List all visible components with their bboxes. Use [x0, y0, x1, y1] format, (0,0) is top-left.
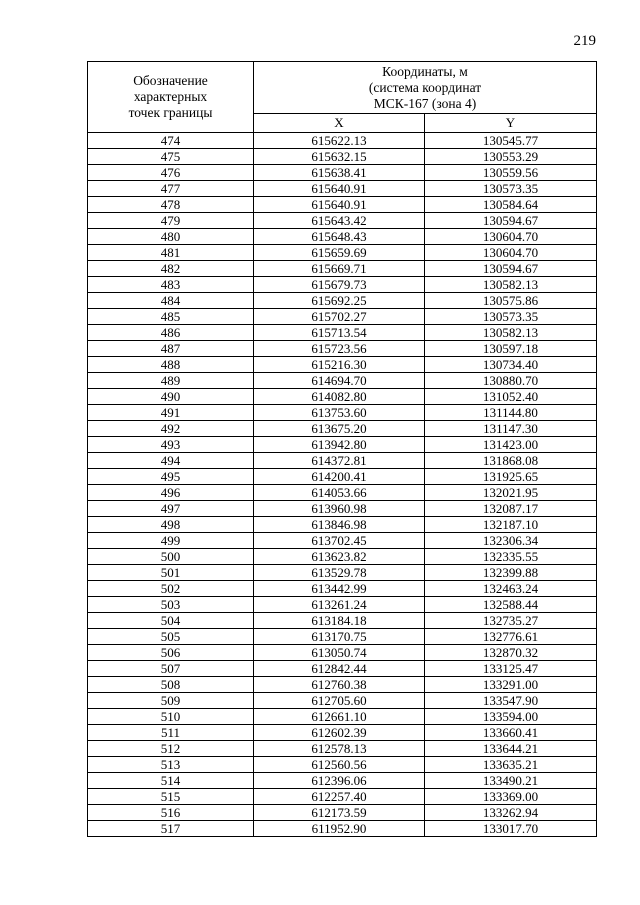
y-coordinate-cell: 132187.10 — [425, 517, 597, 533]
x-coordinate-cell: 615638.41 — [254, 165, 425, 181]
table-row — [88, 709, 597, 725]
table-row — [88, 517, 597, 533]
point-cell: 478 — [88, 197, 254, 213]
coordinates-column-header — [254, 62, 597, 114]
table-row — [88, 693, 597, 709]
x-coordinate-cell: 614200.41 — [254, 469, 425, 485]
y-coordinate-cell: 131144.80 — [425, 405, 597, 421]
point-cell: 513 — [88, 757, 254, 773]
x-coordinate-cell: 615713.54 — [254, 325, 425, 341]
table-row — [88, 501, 597, 517]
point-cell: 514 — [88, 773, 254, 789]
table-row — [88, 613, 597, 629]
x-coordinate-cell: 615643.42 — [254, 213, 425, 229]
table-row — [88, 261, 597, 277]
point-cell: 482 — [88, 261, 254, 277]
point-cell: 477 — [88, 181, 254, 197]
x-coordinate-cell: 614694.70 — [254, 373, 425, 389]
x-coordinate-cell: 615723.56 — [254, 341, 425, 357]
table-row — [88, 389, 597, 405]
point-cell: 506 — [88, 645, 254, 661]
x-coordinate-cell: 612173.59 — [254, 805, 425, 821]
table-row — [88, 309, 597, 325]
y-coordinate-cell: 133490.21 — [425, 773, 597, 789]
table-row — [88, 373, 597, 389]
point-cell: 476 — [88, 165, 254, 181]
table-row — [88, 725, 597, 741]
point-cell: 488 — [88, 357, 254, 373]
x-coordinate-cell: 615216.30 — [254, 357, 425, 373]
x-coordinate-cell: 615679.73 — [254, 277, 425, 293]
x-coordinate-cell: 613442.99 — [254, 581, 425, 597]
table-row — [88, 437, 597, 453]
y-coordinate-cell: 131925.65 — [425, 469, 597, 485]
table-row — [88, 661, 597, 677]
point-cell: 474 — [88, 133, 254, 149]
y-coordinate-cell: 133635.21 — [425, 757, 597, 773]
x-coordinate-cell: 615632.15 — [254, 149, 425, 165]
point-cell: 495 — [88, 469, 254, 485]
table-row — [88, 565, 597, 581]
point-cell: 493 — [88, 437, 254, 453]
x-coordinate-cell: 615692.25 — [254, 293, 425, 309]
y-coordinate-cell: 130604.70 — [425, 229, 597, 245]
y-coordinate-cell: 130584.64 — [425, 197, 597, 213]
y-column-header: Y — [425, 114, 597, 133]
page-number: 219 — [573, 33, 596, 49]
y-coordinate-cell: 132735.27 — [425, 613, 597, 629]
point-cell: 503 — [88, 597, 254, 613]
x-coordinate-cell: 612602.39 — [254, 725, 425, 741]
point-cell: 511 — [88, 725, 254, 741]
x-coordinate-cell: 613261.24 — [254, 597, 425, 613]
point-cell: 510 — [88, 709, 254, 725]
x-coordinate-cell: 615640.91 — [254, 181, 425, 197]
point-cell: 512 — [88, 741, 254, 757]
point-header-line: точек границы — [128, 105, 213, 120]
x-coordinate-cell: 615648.43 — [254, 229, 425, 245]
x-coordinate-cell: 612760.38 — [254, 677, 425, 693]
y-coordinate-cell: 132087.17 — [425, 501, 597, 517]
x-coordinate-cell: 613753.60 — [254, 405, 425, 421]
x-coordinate-cell: 613170.75 — [254, 629, 425, 645]
coordinates-table — [87, 61, 597, 837]
x-coordinate-cell: 613942.80 — [254, 437, 425, 453]
point-cell: 490 — [88, 389, 254, 405]
y-coordinate-cell: 133660.41 — [425, 725, 597, 741]
y-coordinate-cell: 133291.00 — [425, 677, 597, 693]
point-cell: 501 — [88, 565, 254, 581]
x-coordinate-cell: 613960.98 — [254, 501, 425, 517]
y-coordinate-cell: 132776.61 — [425, 629, 597, 645]
table-row — [88, 469, 597, 485]
y-coordinate-cell: 130604.70 — [425, 245, 597, 261]
y-coordinate-cell: 133547.90 — [425, 693, 597, 709]
y-coordinate-cell: 130594.67 — [425, 261, 597, 277]
point-cell: 484 — [88, 293, 254, 309]
y-coordinate-cell: 130594.67 — [425, 213, 597, 229]
y-coordinate-cell: 132306.34 — [425, 533, 597, 549]
x-coordinate-cell: 614372.81 — [254, 453, 425, 469]
table-row — [88, 597, 597, 613]
table-row — [88, 165, 597, 181]
y-coordinate-cell: 130582.13 — [425, 277, 597, 293]
y-coordinate-cell: 133644.21 — [425, 741, 597, 757]
table-row — [88, 645, 597, 661]
table-header — [88, 62, 597, 133]
x-coordinate-cell: 613675.20 — [254, 421, 425, 437]
y-coordinate-cell: 130582.13 — [425, 325, 597, 341]
point-cell: 494 — [88, 453, 254, 469]
y-coordinate-cell: 133369.00 — [425, 789, 597, 805]
table-row — [88, 197, 597, 213]
y-coordinate-cell: 131868.08 — [425, 453, 597, 469]
point-cell: 487 — [88, 341, 254, 357]
table-row — [88, 277, 597, 293]
y-coordinate-cell: 130734.40 — [425, 357, 597, 373]
y-coordinate-cell: 130880.70 — [425, 373, 597, 389]
table-row — [88, 453, 597, 469]
y-coordinate-cell: 131052.40 — [425, 389, 597, 405]
table-row — [88, 773, 597, 789]
y-coordinate-cell: 133594.00 — [425, 709, 597, 725]
y-coordinate-cell: 132463.24 — [425, 581, 597, 597]
point-cell: 492 — [88, 421, 254, 437]
x-coordinate-cell: 613623.82 — [254, 549, 425, 565]
x-coordinate-cell: 613529.78 — [254, 565, 425, 581]
y-coordinate-cell: 133262.94 — [425, 805, 597, 821]
point-cell: 517 — [88, 821, 254, 837]
table-row — [88, 629, 597, 645]
table-row — [88, 213, 597, 229]
x-coordinate-cell: 612578.13 — [254, 741, 425, 757]
table-row — [88, 149, 597, 165]
table-row — [88, 533, 597, 549]
x-coordinate-cell: 614082.80 — [254, 389, 425, 405]
point-cell: 497 — [88, 501, 254, 517]
point-column-header — [88, 62, 254, 133]
coords-header-line: Координаты, м — [382, 63, 468, 79]
x-coordinate-cell: 615702.27 — [254, 309, 425, 325]
x-coordinate-cell: 615640.91 — [254, 197, 425, 213]
x-coordinate-cell: 612705.60 — [254, 693, 425, 709]
point-header-line: характерных — [133, 89, 208, 104]
x-coordinate-cell: 612661.10 — [254, 709, 425, 725]
y-coordinate-cell: 132870.32 — [425, 645, 597, 661]
y-coordinate-cell: 130573.35 — [425, 309, 597, 325]
table-row — [88, 789, 597, 805]
x-coordinate-cell: 612396.06 — [254, 773, 425, 789]
point-cell: 480 — [88, 229, 254, 245]
point-cell: 491 — [88, 405, 254, 421]
coords-header-line: (система координат — [368, 79, 482, 95]
point-cell: 516 — [88, 805, 254, 821]
y-coordinate-cell: 130573.35 — [425, 181, 597, 197]
x-coordinate-cell: 613702.45 — [254, 533, 425, 549]
coords-header-line: МСК-167 (зона 4) — [373, 95, 477, 111]
x-coordinate-cell: 613846.98 — [254, 517, 425, 533]
x-coordinate-cell: 612842.44 — [254, 661, 425, 677]
y-coordinate-cell: 130545.77 — [425, 133, 597, 149]
table-row — [88, 421, 597, 437]
point-cell: 515 — [88, 789, 254, 805]
point-cell: 479 — [88, 213, 254, 229]
point-cell: 504 — [88, 613, 254, 629]
x-coordinate-cell: 613184.18 — [254, 613, 425, 629]
table-row — [88, 581, 597, 597]
x-coordinate-cell: 611952.90 — [254, 821, 425, 837]
x-coordinate-cell: 612560.56 — [254, 757, 425, 773]
point-cell: 508 — [88, 677, 254, 693]
table-row — [88, 677, 597, 693]
table-row — [88, 549, 597, 565]
y-coordinate-cell: 132399.88 — [425, 565, 597, 581]
y-coordinate-cell: 132021.95 — [425, 485, 597, 501]
point-cell: 507 — [88, 661, 254, 677]
y-coordinate-cell: 133125.47 — [425, 661, 597, 677]
point-header-line: Обозначение — [133, 73, 208, 88]
table-body — [88, 133, 597, 837]
point-cell: 498 — [88, 517, 254, 533]
point-cell: 485 — [88, 309, 254, 325]
table-row — [88, 821, 597, 837]
y-coordinate-cell: 130559.56 — [425, 165, 597, 181]
point-cell: 505 — [88, 629, 254, 645]
table-row — [88, 757, 597, 773]
point-cell: 499 — [88, 533, 254, 549]
table-row — [88, 181, 597, 197]
point-cell: 509 — [88, 693, 254, 709]
y-coordinate-cell: 130553.29 — [425, 149, 597, 165]
point-cell: 475 — [88, 149, 254, 165]
y-coordinate-cell: 130575.86 — [425, 293, 597, 309]
table-row — [88, 405, 597, 421]
point-cell: 483 — [88, 277, 254, 293]
x-coordinate-cell: 615669.71 — [254, 261, 425, 277]
table-row — [88, 741, 597, 757]
table-row — [88, 293, 597, 309]
y-coordinate-cell: 131423.00 — [425, 437, 597, 453]
point-cell: 486 — [88, 325, 254, 341]
table-row — [88, 805, 597, 821]
table-row — [88, 357, 597, 373]
point-cell: 489 — [88, 373, 254, 389]
point-cell: 481 — [88, 245, 254, 261]
table-row — [88, 133, 597, 149]
x-coordinate-cell: 614053.66 — [254, 485, 425, 501]
y-coordinate-cell: 131147.30 — [425, 421, 597, 437]
x-coordinate-cell: 613050.74 — [254, 645, 425, 661]
table-row — [88, 245, 597, 261]
y-coordinate-cell: 132335.55 — [425, 549, 597, 565]
table-row — [88, 485, 597, 501]
x-coordinate-cell: 612257.40 — [254, 789, 425, 805]
table-row — [88, 229, 597, 245]
table-row — [88, 325, 597, 341]
table-row — [88, 341, 597, 357]
point-cell: 496 — [88, 485, 254, 501]
point-cell: 500 — [88, 549, 254, 565]
x-column-header: X — [254, 114, 425, 133]
y-coordinate-cell: 132588.44 — [425, 597, 597, 613]
y-coordinate-cell: 130597.18 — [425, 341, 597, 357]
x-coordinate-cell: 615659.69 — [254, 245, 425, 261]
point-cell: 502 — [88, 581, 254, 597]
y-coordinate-cell: 133017.70 — [425, 821, 597, 837]
x-coordinate-cell: 615622.13 — [254, 133, 425, 149]
